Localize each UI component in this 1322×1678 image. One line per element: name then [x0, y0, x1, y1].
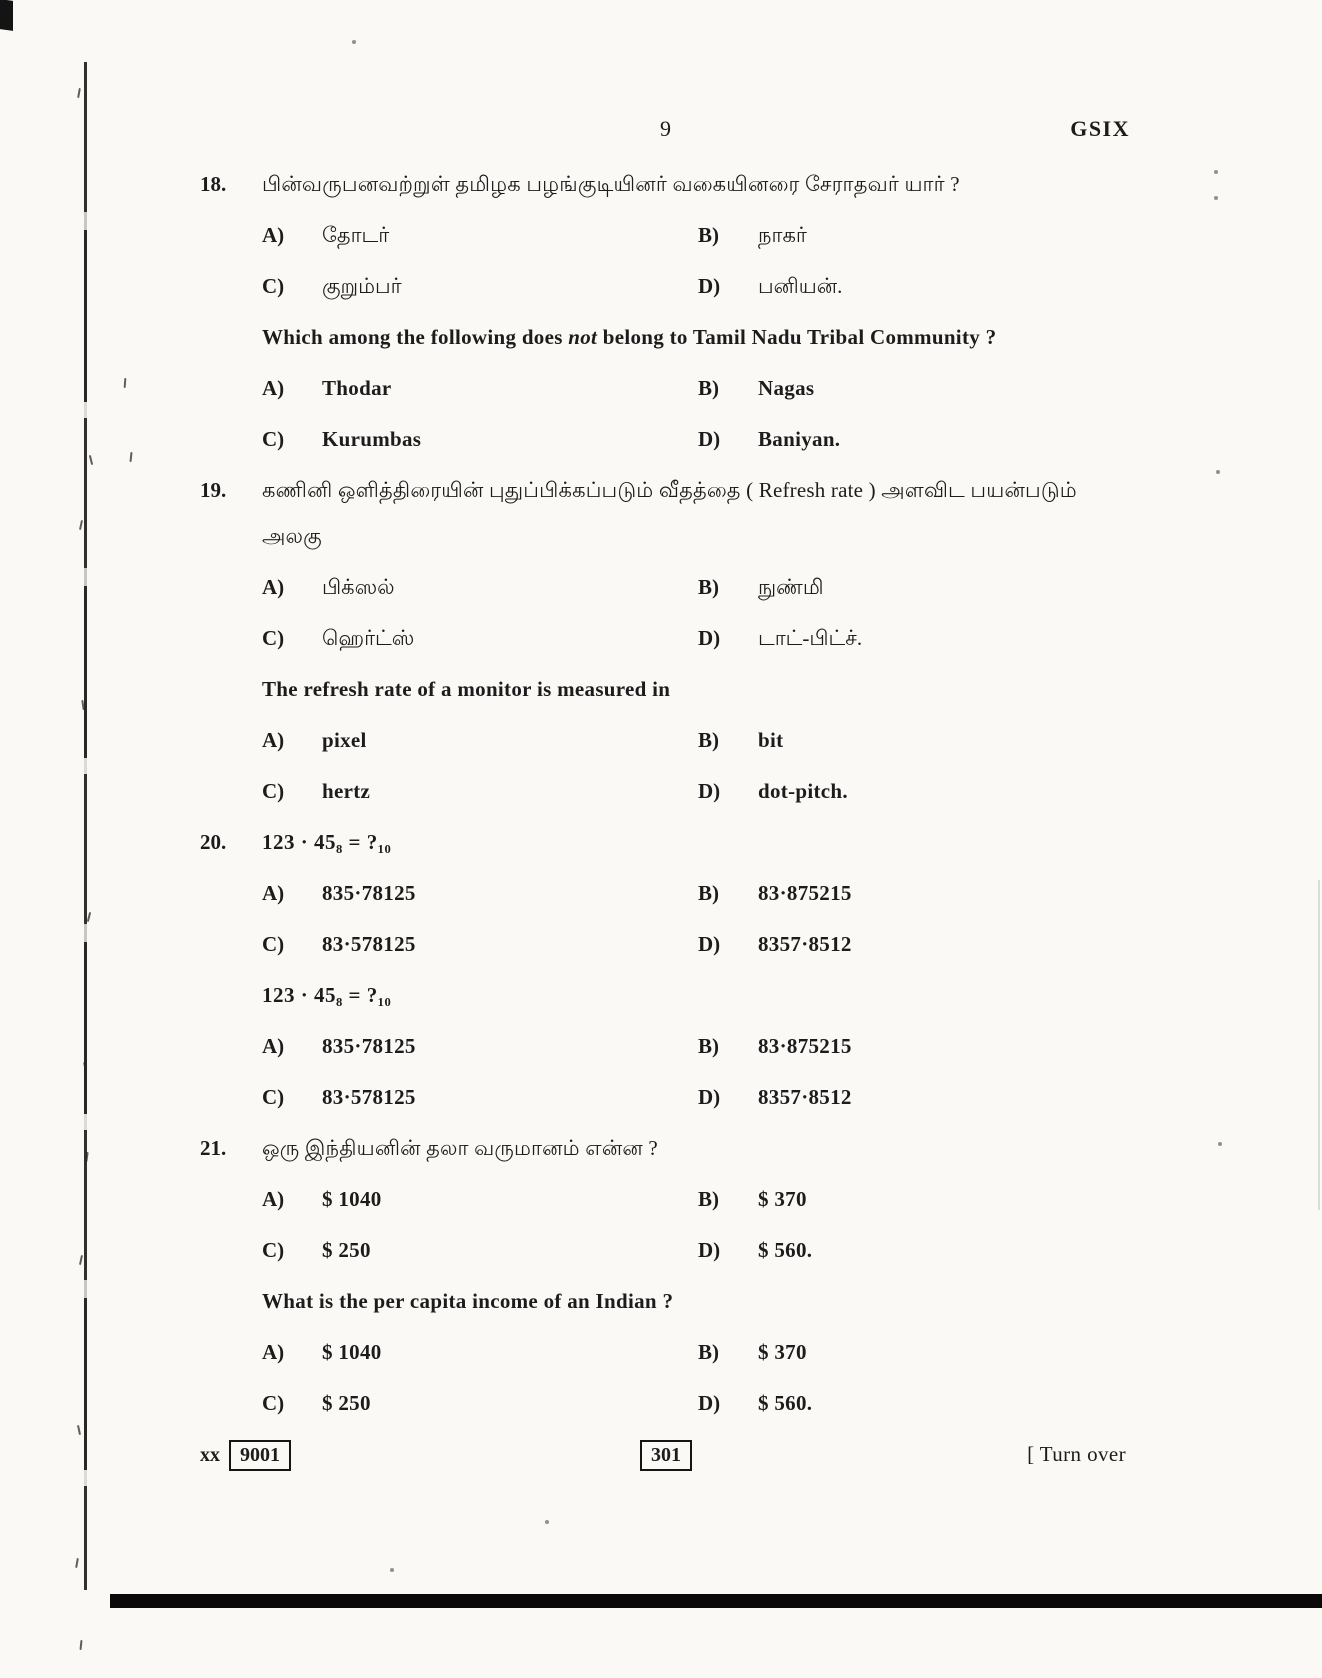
question-18-tamil-line — [200, 170, 1132, 198]
scan-artifact — [352, 40, 356, 44]
option-d — [698, 425, 1132, 453]
option-d — [698, 1083, 1132, 1111]
scan-artifact — [1214, 196, 1218, 200]
scan-artifact — [0, 0, 13, 31]
option-b-text: $ 370 — [758, 1340, 807, 1364]
option-c-label: C) — [262, 274, 285, 298]
question-text-english: What is the per capita income of an Indian ? — [262, 1289, 674, 1313]
option-b-label: B) — [698, 376, 719, 400]
option-c — [262, 624, 698, 652]
option-b-text: bit — [758, 728, 784, 752]
question-18-english-line — [200, 323, 1132, 351]
scan-artifact — [129, 452, 132, 462]
option-a-text: pixel — [322, 728, 367, 752]
option-a-text: $ 1040 — [322, 1340, 382, 1364]
option-a — [262, 573, 698, 601]
scan-artifact — [75, 1558, 79, 1568]
page-content — [200, 116, 1132, 1474]
option-a-label: A) — [262, 223, 285, 247]
question-text-italic: not — [568, 325, 598, 349]
option-c-label: C) — [262, 932, 285, 956]
option-c-text: hertz — [322, 779, 371, 803]
scan-artifact — [1318, 880, 1320, 1210]
footer-center-group — [640, 1440, 692, 1471]
option-b — [698, 1338, 1132, 1366]
option-c — [262, 777, 698, 805]
option-d-text: $ 560. — [758, 1391, 813, 1415]
option-a — [262, 1032, 698, 1060]
scan-artifact — [79, 1255, 83, 1265]
scan-artifact — [79, 1640, 82, 1650]
option-d-text: பனியன். — [758, 274, 843, 298]
option-b — [698, 879, 1132, 907]
option-a-label: A) — [262, 728, 285, 752]
option-c — [262, 425, 698, 453]
option-b — [698, 221, 1132, 249]
option-c-label: C) — [262, 626, 285, 650]
scan-artifact-bottom-bar — [110, 1594, 1322, 1608]
option-b — [698, 726, 1132, 754]
question-text-part: belong to Tamil Nadu Tribal Community ? — [597, 325, 997, 349]
option-d — [698, 624, 1132, 652]
question-19-tamil-line2 — [200, 522, 1132, 550]
option-d — [698, 777, 1132, 805]
option-d-label: D) — [698, 1391, 721, 1415]
question-21 — [200, 1134, 1132, 1417]
option-c-label: C) — [262, 779, 285, 803]
options-row-cd — [200, 624, 1132, 652]
options-row-cd — [200, 1083, 1132, 1111]
option-d-text: dot-pitch. — [758, 779, 848, 803]
scan-artifact — [79, 520, 83, 530]
scan-artifact — [1214, 170, 1218, 174]
option-d-label: D) — [698, 779, 721, 803]
option-d-label: D) — [698, 1085, 721, 1109]
option-c — [262, 272, 698, 300]
option-c-text: 83·578125 — [322, 932, 416, 956]
option-d — [698, 272, 1132, 300]
question-19-tamil-line — [200, 476, 1132, 504]
option-d-text: $ 560. — [758, 1238, 813, 1262]
option-c-text: $ 250 — [322, 1391, 371, 1415]
option-a-label: A) — [262, 1187, 285, 1211]
option-d-label: D) — [698, 932, 721, 956]
scan-artifact — [1216, 470, 1220, 474]
question-18 — [200, 170, 1132, 453]
option-b-label: B) — [698, 575, 719, 599]
question-text-tamil: கணினி ஒளித்திரையின் புதுப்பிக்கப்படும் வீதத்தை ( Refresh rate ) அளவிட பயன்படும் — [262, 478, 1077, 502]
option-b-label: B) — [698, 1034, 719, 1058]
question-21-tamil-line — [200, 1134, 1132, 1162]
option-d-label: D) — [698, 626, 721, 650]
option-c-text: $ 250 — [322, 1238, 371, 1262]
scan-artifact — [545, 1520, 549, 1524]
options-row-ab — [200, 879, 1132, 907]
option-c — [262, 1389, 698, 1417]
question-text-tamil-cont: அலகு — [262, 524, 322, 548]
scan-artifact — [124, 378, 127, 388]
question-text-tamil: பின்வருபனவற்றுள் தமிழக பழங்குடியினர் வகையினரை சேராதவர் யார் ? — [262, 172, 960, 196]
option-b-label: B) — [698, 881, 719, 905]
option-b-text: நுண்மி — [758, 575, 824, 599]
options-row-cd — [200, 777, 1132, 805]
question-number: 20. — [200, 830, 227, 854]
option-a-label: A) — [262, 881, 285, 905]
option-b-text: நாகர் — [758, 223, 807, 247]
question-text-part: Which among the following does — [262, 325, 569, 349]
option-c — [262, 930, 698, 958]
option-d-label: D) — [698, 1238, 721, 1262]
option-a — [262, 1185, 698, 1213]
options-row-ab — [200, 221, 1132, 249]
option-c-label: C) — [262, 1238, 285, 1262]
option-c-label: C) — [262, 1391, 285, 1415]
scan-artifact — [390, 1568, 394, 1572]
option-d-label: D) — [698, 274, 721, 298]
option-d — [698, 930, 1132, 958]
option-a — [262, 879, 698, 907]
scan-artifact — [87, 912, 91, 922]
question-20-equation-repeat — [200, 981, 1132, 1009]
options-row-cd — [200, 272, 1132, 300]
option-d — [698, 1236, 1132, 1264]
options-row-ab — [200, 1338, 1132, 1366]
question-equation: 123 · 45₈ = ?₁₀ — [262, 983, 392, 1007]
option-d-text: 8357·8512 — [758, 1085, 852, 1109]
option-c-label: C) — [262, 427, 285, 451]
option-a-text: தோடர் — [322, 223, 390, 247]
option-c-text: Kurumbas — [322, 427, 422, 451]
question-19 — [200, 476, 1132, 805]
option-b — [698, 1032, 1132, 1060]
option-b-text: 83·875215 — [758, 1034, 852, 1058]
page-footer — [200, 1440, 1132, 1474]
footer-series-code: xx — [200, 1444, 220, 1466]
question-text-english: The refresh rate of a monitor is measured in — [262, 677, 671, 701]
options-row-cd — [200, 1389, 1132, 1417]
option-b — [698, 573, 1132, 601]
option-a-label: A) — [262, 575, 285, 599]
options-row-cd — [200, 930, 1132, 958]
option-a-text: Thodar — [322, 376, 392, 400]
option-b — [698, 374, 1132, 402]
options-row-cd — [200, 425, 1132, 453]
scan-artifact — [77, 88, 81, 98]
question-19-english-line — [200, 675, 1132, 703]
option-d-text: டாட்-பிட்ச். — [758, 626, 863, 650]
option-b — [698, 1185, 1132, 1213]
option-b-label: B) — [698, 1187, 719, 1211]
option-c — [262, 1083, 698, 1111]
footer-booklet-code-box: 9001 — [229, 1440, 291, 1471]
scan-artifact — [89, 455, 93, 465]
question-21-english-line — [200, 1287, 1132, 1315]
option-d-label: D) — [698, 427, 721, 451]
options-row-ab — [200, 1032, 1132, 1060]
footer-center-code-box: 301 — [640, 1440, 692, 1471]
options-row-ab — [200, 1185, 1132, 1213]
option-d-text: Baniyan. — [758, 427, 841, 451]
question-text-tamil: ஒரு இந்தியனின் தலா வருமானம் என்ன ? — [262, 1136, 658, 1160]
option-c-text: குறும்பர் — [322, 274, 402, 298]
option-c-text: ஹெர்ட்ஸ் — [322, 626, 415, 650]
option-a-text: பிக்ஸல் — [322, 575, 395, 599]
options-row-ab — [200, 726, 1132, 754]
scan-artifact — [85, 1152, 88, 1162]
option-a — [262, 374, 698, 402]
option-a — [262, 726, 698, 754]
option-c — [262, 1236, 698, 1264]
option-a-text: $ 1040 — [322, 1187, 382, 1211]
option-c-label: C) — [262, 1085, 285, 1109]
option-a-text: 835·78125 — [322, 1034, 416, 1058]
question-number: 21. — [200, 1136, 227, 1160]
option-a-label: A) — [262, 1034, 285, 1058]
option-b-text: 83·875215 — [758, 881, 852, 905]
option-b-label: B) — [698, 728, 719, 752]
option-a — [262, 1338, 698, 1366]
options-row-cd — [200, 1236, 1132, 1264]
question-text-english — [262, 325, 996, 349]
paper-code: GSIX — [1070, 116, 1130, 141]
option-a-label: A) — [262, 1340, 285, 1364]
page-header — [200, 116, 1132, 146]
question-20-equation-line — [200, 828, 1132, 856]
scan-artifact-left-rule — [84, 62, 87, 1590]
option-c-text: 83·578125 — [322, 1085, 416, 1109]
question-number: 19. — [200, 478, 227, 502]
option-a-text: 835·78125 — [322, 881, 416, 905]
option-d — [698, 1389, 1132, 1417]
option-b-label: B) — [698, 223, 719, 247]
scan-artifact — [77, 1425, 81, 1435]
scan-artifact — [1218, 1142, 1222, 1146]
footer-left-group — [200, 1440, 291, 1471]
question-number: 18. — [200, 172, 227, 196]
option-d-text: 8357·8512 — [758, 932, 852, 956]
option-b-text: $ 370 — [758, 1187, 807, 1211]
page-number: 9 — [660, 116, 672, 141]
question-equation: 123 · 45₈ = ?₁₀ — [262, 830, 392, 854]
options-row-ab — [200, 374, 1132, 402]
option-a — [262, 221, 698, 249]
options-row-ab — [200, 573, 1132, 601]
footer-turn-over-label: [ Turn over — [1027, 1442, 1126, 1466]
option-b-label: B) — [698, 1340, 719, 1364]
option-b-text: Nagas — [758, 376, 815, 400]
question-20 — [200, 828, 1132, 1111]
option-a-label: A) — [262, 376, 285, 400]
